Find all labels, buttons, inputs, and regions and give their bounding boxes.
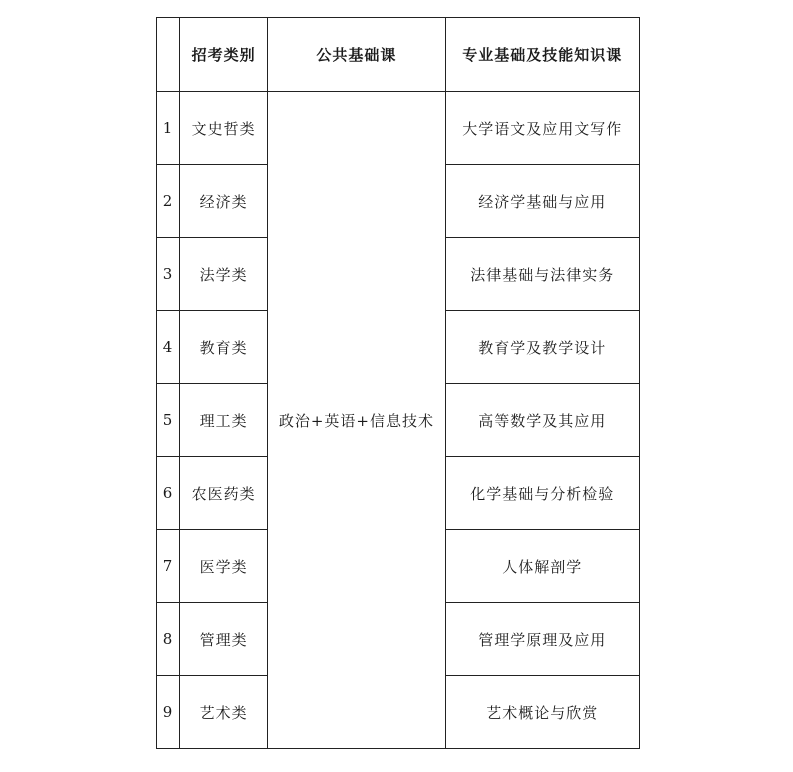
row-number: 7 bbox=[157, 530, 180, 603]
row-number: 3 bbox=[157, 238, 180, 311]
exam-subjects-table bbox=[156, 17, 640, 749]
row-specialty: 教育学及教学设计 bbox=[445, 311, 639, 384]
header-number bbox=[157, 18, 180, 92]
row-category: 医学类 bbox=[180, 530, 268, 603]
row-number: 6 bbox=[157, 457, 180, 530]
row-number: 9 bbox=[157, 676, 180, 749]
row-category: 教育类 bbox=[180, 311, 268, 384]
row-category: 文史哲类 bbox=[180, 92, 268, 165]
row-category: 理工类 bbox=[180, 384, 268, 457]
row-number: 4 bbox=[157, 311, 180, 384]
row-category: 经济类 bbox=[180, 165, 268, 238]
row-number: 1 bbox=[157, 92, 180, 165]
row-specialty: 艺术概论与欣赏 bbox=[445, 676, 639, 749]
public-course-cell: 政治+英语+信息技术 bbox=[268, 92, 445, 749]
row-specialty: 化学基础与分析检验 bbox=[445, 457, 639, 530]
row-specialty: 管理学原理及应用 bbox=[445, 603, 639, 676]
row-number: 2 bbox=[157, 165, 180, 238]
row-specialty: 大学语文及应用文写作 bbox=[445, 92, 639, 165]
row-category: 管理类 bbox=[180, 603, 268, 676]
row-specialty: 法律基础与法律实务 bbox=[445, 238, 639, 311]
header-category: 招考类别 bbox=[180, 18, 268, 92]
table-row bbox=[157, 92, 640, 165]
row-category: 艺术类 bbox=[180, 676, 268, 749]
row-category: 农医药类 bbox=[180, 457, 268, 530]
row-specialty: 人体解剖学 bbox=[445, 530, 639, 603]
row-number: 8 bbox=[157, 603, 180, 676]
header-row bbox=[157, 18, 640, 92]
row-category: 法学类 bbox=[180, 238, 268, 311]
header-public-course: 公共基础课 bbox=[268, 18, 445, 92]
header-specialty-course: 专业基础及技能知识课 bbox=[445, 18, 639, 92]
row-number: 5 bbox=[157, 384, 180, 457]
row-specialty: 经济学基础与应用 bbox=[445, 165, 639, 238]
row-specialty: 高等数学及其应用 bbox=[445, 384, 639, 457]
